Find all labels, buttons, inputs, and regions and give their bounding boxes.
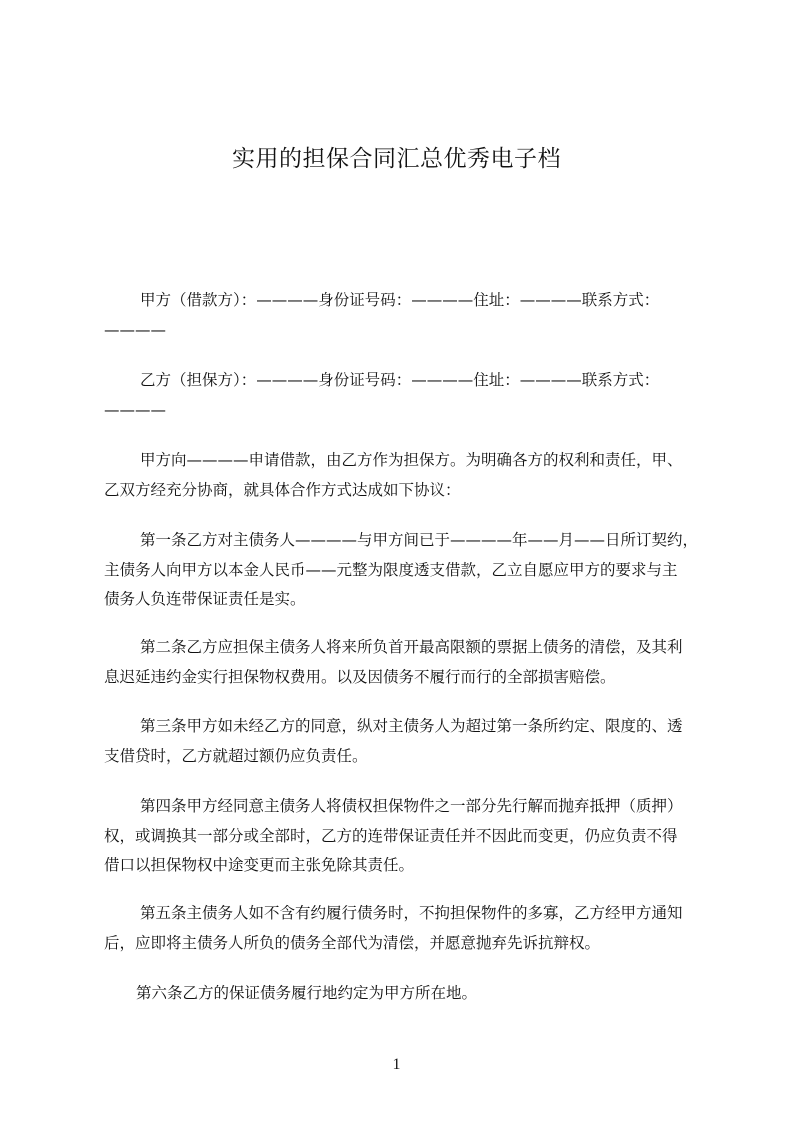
paragraph-line: 借口以担保物权中途变更而主张免除其责任。 — [104, 856, 415, 874]
paragraph-line: 乙方（担保方）：————身份证号码：————住址：————联系方式： — [140, 371, 660, 389]
paragraph-line: 第四条甲方经同意主债务人将债权担保物件之一部分先行解而抛弃抵押（质押） — [140, 797, 683, 815]
paragraph-line: 债务人负连带保证责任是实。 — [104, 590, 306, 608]
paragraph-line: 主债务人向甲方以本金人民币——元整为限度透支借款，乙立自愿应甲方的要求与主 — [104, 560, 678, 579]
paragraph-line: 第二条乙方应担保主债务人将来所负首开最高限额的票据上债务的清偿，及其利 — [140, 638, 683, 656]
paragraph-line: 第六条乙方的保证债务履行地约定为甲方所在地。 — [136, 984, 478, 1002]
paragraph-line: 第一条乙方对主债务人————与甲方间已于————年——月——日所订契约， — [140, 531, 699, 549]
paragraph-line: ———— — [104, 400, 166, 419]
paragraph-line: 支借贷时，乙方就超过额仍应负责任。 — [104, 746, 368, 765]
article-4-paragraph — [104, 792, 704, 881]
page-number: 1 — [392, 1056, 401, 1073]
party-a-paragraph — [104, 286, 704, 345]
paragraph-line: 第五条主债务人如不含有约履行债务时，不拘担保物件的多寡，乙方经甲方通知 — [140, 904, 683, 922]
article-6-paragraph — [104, 979, 704, 1009]
paragraph-line: 甲方（借款方）：————身份证号码：————住址：————联系方式： — [140, 291, 660, 309]
paragraph-line: 后，应即将主债务人所负的债务全部代为清偿，并愿意抛弃先诉抗辩权。 — [104, 933, 601, 952]
article-2-paragraph — [104, 633, 704, 692]
article-5-paragraph — [104, 899, 704, 958]
paragraph-line: ———— — [104, 320, 166, 339]
paragraph-line: 权，或调换其一部分或全部时，乙方的连带保证责任并不因此而变更，仍应负责不得 — [104, 826, 678, 845]
article-3-paragraph — [104, 712, 704, 771]
paragraph-line: 甲方向————申请借款，由乙方作为担保方。为明确各方的权利和责任，甲、 — [140, 451, 683, 469]
paragraph-line: 乙双方经充分协商，就具体合作方式达成如下协议： — [104, 480, 461, 499]
paragraph-line: 第三条甲方如未经乙方的同意，纵对主债务人为超过第一条所约定、限度的、透 — [140, 717, 683, 735]
intro-paragraph — [104, 446, 704, 505]
paragraph-line: 息迟延违约金实行担保物权费用。以及因债务不履行而行的全部损害赔偿。 — [104, 667, 616, 686]
article-1-paragraph — [104, 526, 704, 615]
document-title: 实用的担保合同汇总优秀电子档 — [232, 146, 561, 172]
party-b-paragraph — [104, 366, 704, 425]
